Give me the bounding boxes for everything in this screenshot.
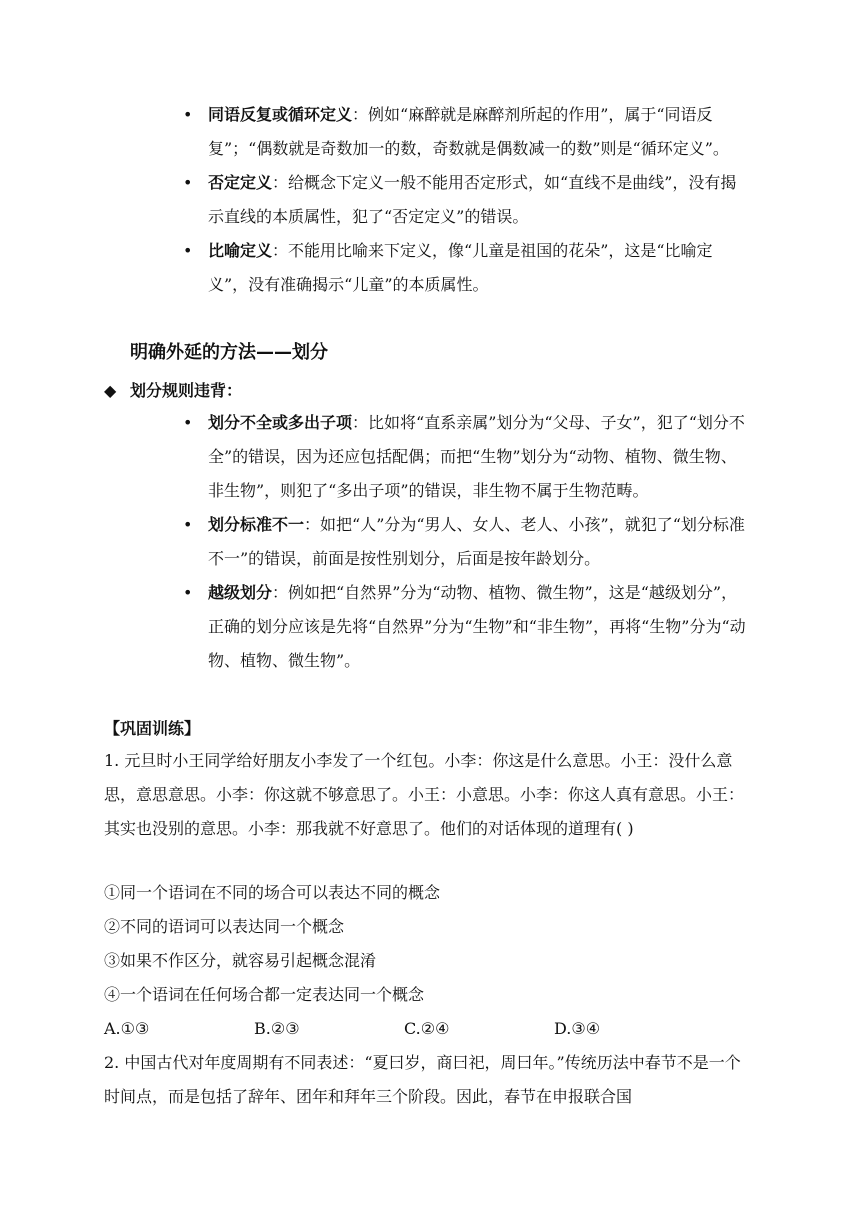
list-item-term: 比喻定义 — [208, 241, 273, 260]
list-item — [208, 98, 748, 166]
division-heading: 明确外延的方法——划分 — [130, 342, 328, 363]
list-item-term: 否定定义 — [208, 173, 273, 192]
practice-title: 【巩固训练】 — [104, 719, 201, 738]
question-1-statement: ④一个语词在任何场合都一定表达同一个概念 — [104, 985, 425, 1004]
definition-errors-list — [208, 98, 748, 302]
question-1-choices — [104, 1012, 748, 1046]
list-item-text: ：给概念下定义一般不能用否定形式，如“直线不是曲线”，没有揭示直线的本质属性，犯了“否定定义”的错误。 — [208, 173, 737, 226]
list-item-text: ：不能用比喻来下定义，像“儿童是祖国的花朵”，这是“比喻定义”，没有准确揭示“儿童”的本质属性。 — [208, 241, 713, 294]
question-2-stem: 2. 中国古代对年度周期有不同表述：“夏曰岁，商曰祀，周曰年。”传统历法中春节不是一个时间点，而是包括了辞年、团年和拜年三个阶段。因此，春节在申报联合国 — [104, 1053, 741, 1106]
list-item — [208, 166, 748, 234]
list-item-term: 越级划分 — [208, 583, 273, 602]
division-rules-label: 划分规则违背： — [130, 381, 243, 400]
list-item-term: 划分不全或多出子项 — [208, 413, 353, 432]
list-item — [208, 406, 748, 508]
choice-c: C.②④ — [404, 1019, 450, 1038]
list-item-text: ：比如将“直系亲属”划分为“父母、子女”，犯了“划分不全”的错误，因为还应包括配偶；而把“生物”划分为“动物、植物、微生物、非生物”，则犯了“多出子项”的错误，非生物不属于生物范畴。 — [208, 413, 745, 500]
list-item-text: ：例如把“自然界”分为“动物、植物、微生物”，这是“越级划分”，正确的划分应该是先将“自然界”分为“生物”和“非生物”，再将“生物”分为“动物、植物、微生物”。 — [208, 583, 746, 670]
division-rules-label-line — [104, 376, 242, 406]
list-item-term: 同语反复或循环定义 — [208, 105, 353, 124]
question-1-statement: ③如果不作区分，就容易引起概念混淆 — [104, 951, 377, 970]
question-1-statement: ①同一个语词在不同的场合可以表达不同的概念 — [104, 883, 441, 902]
list-item — [208, 508, 748, 576]
division-errors-list — [208, 406, 748, 678]
choice-b: B.②③ — [254, 1019, 300, 1038]
question-1-statement: ②不同的语词可以表达同一个概念 — [104, 917, 345, 936]
list-item-text: ：例如“麻醉就是麻醉剂所起的作用”，属于“同语反复”；“偶数就是奇数加一的数，奇数就是偶数减一的数”则是“循环定义”。 — [208, 105, 729, 158]
diamond-bullet-icon: ◆ — [104, 381, 117, 400]
question-1-stem: 1. 元旦时小王同学给好朋友小李发了一个红包。小李：你这是什么意思。小王：没什么意思，意思意思。小李：你这就不够意思了。小王：小意思。小李：你这人真有意思。小王：其实也没别的意思。小李：那我就不好意思了。他们的对话体现的道理有( ) — [104, 751, 745, 838]
choice-a: A.①③ — [104, 1019, 150, 1038]
choice-d: D.③④ — [554, 1019, 601, 1038]
list-item-term: 划分标准不一 — [208, 515, 305, 534]
list-item — [208, 576, 748, 678]
list-item — [208, 234, 748, 302]
list-item-text: ：如把“人”分为“男人、女人、老人、小孩”，就犯了“划分标准不一”的错误，前面是按性别划分，后面是按年龄划分。 — [208, 515, 745, 568]
